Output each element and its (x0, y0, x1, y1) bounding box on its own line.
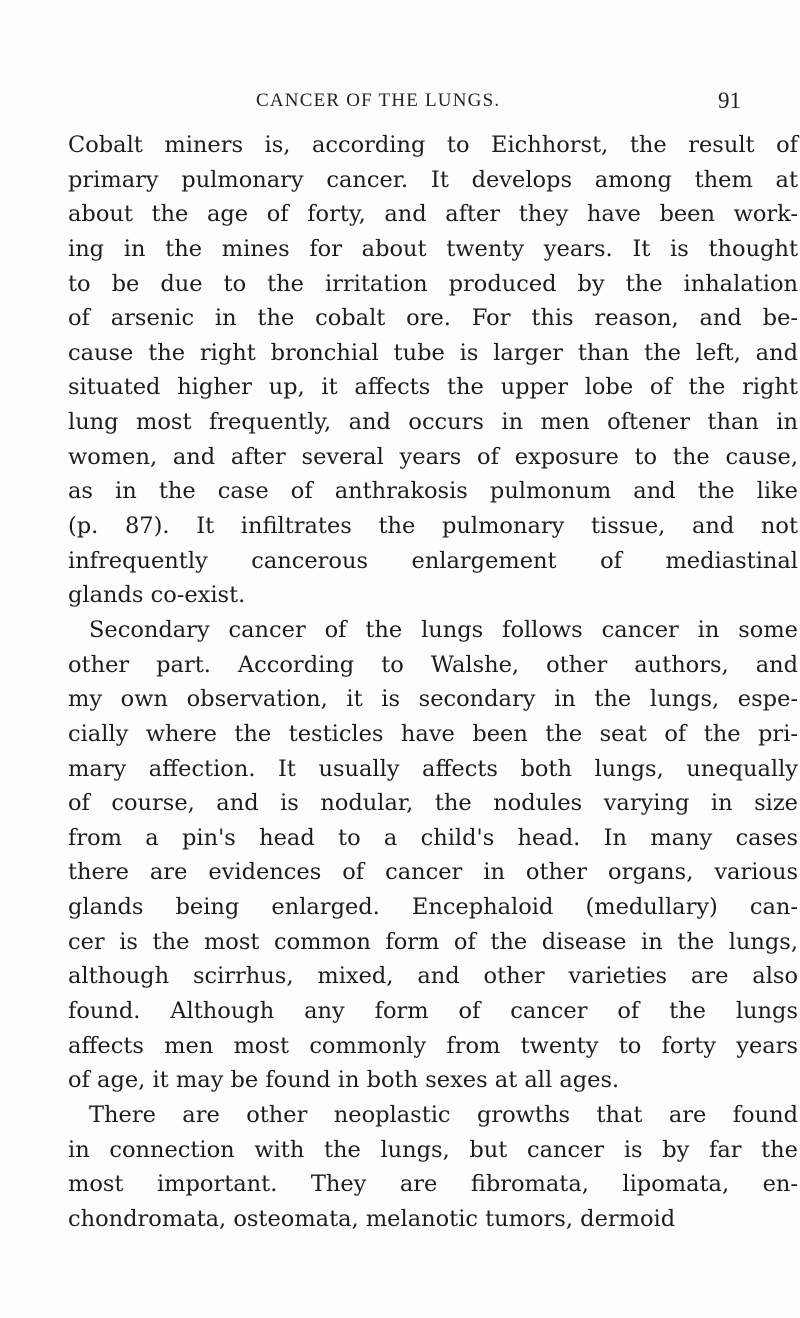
text-line: infrequently cancerous enlargement of mediastinal (68, 547, 798, 574)
text-line: ing in the mines for about twenty years. It is thought (68, 235, 798, 262)
text-line: lung most frequently, and occurs in men oftener than in (68, 409, 798, 436)
text-line: although scirrhus, mixed, and other varieties are also (68, 963, 798, 990)
text-line: affects men most commonly from twenty to forty years (68, 1032, 798, 1059)
paragraph-start-line: Secondary cancer of the lungs follows cancer in some (89, 616, 798, 643)
text-line: other part. According to Walshe, other authors, and (68, 651, 798, 678)
text-line: cause the right bronchial tube is larger than the left, and (68, 339, 798, 366)
text-line: of arsenic in the cobalt ore. For this reason, and be- (68, 305, 798, 332)
text-line: of age, it may be found in both sexes at all ages. (68, 1067, 620, 1094)
text-line: glands being enlarged. Encephaloid (medullary) can- (68, 894, 798, 921)
text-line: of course, and is nodular, the nodules varying in size (68, 790, 798, 817)
page-header (68, 90, 798, 120)
text-line: chondromata, osteomata, melanotic tumors, dermoid (68, 1205, 676, 1232)
text-line: cer is the most common form of the disease in the lungs, (68, 928, 798, 955)
paragraph-start-line: There are other neoplastic growths that are found (89, 1101, 798, 1128)
text-line: about the age of forty, and after they have been work- (68, 201, 798, 228)
running-title: CANCER OF THE LUNGS. (256, 90, 501, 111)
text-line: glands co-exist. (68, 582, 246, 609)
text-line: Cobalt miners is, according to Eichhorst, the result of (68, 132, 798, 158)
text-line: as in the case of anthrakosis pulmonum and the like (68, 478, 798, 505)
page-number: 91 (718, 88, 741, 113)
body-text (68, 128, 798, 1237)
text-line: my own observation, it is secondary in the lungs, espe- (68, 686, 798, 713)
text-line: in connection with the lungs, but cancer is by far the (68, 1136, 798, 1163)
text-line: (p. 87). It infiltrates the pulmonary tissue, and not (68, 513, 798, 540)
text-line: found. Although any form of cancer of the lungs (68, 998, 798, 1025)
text-line: cially where the testicles have been the seat of the pri- (68, 720, 798, 747)
text-line: primary pulmonary cancer. It develops among them at (68, 166, 798, 193)
text-line: most important. They are fibromata, lipomata, en- (68, 1171, 798, 1198)
text-line: to be due to the irritation produced by the inhalation (68, 270, 798, 297)
text-line: from a pin's head to a child's head. In many cases (68, 824, 798, 851)
text-line: there are evidences of cancer in other organs, various (68, 859, 798, 886)
text-line: women, and after several years of exposure to the cause, (68, 443, 798, 470)
text-line: mary affection. It usually affects both lungs, unequally (68, 755, 798, 782)
text-line: situated higher up, it affects the upper lobe of the right (68, 374, 798, 401)
